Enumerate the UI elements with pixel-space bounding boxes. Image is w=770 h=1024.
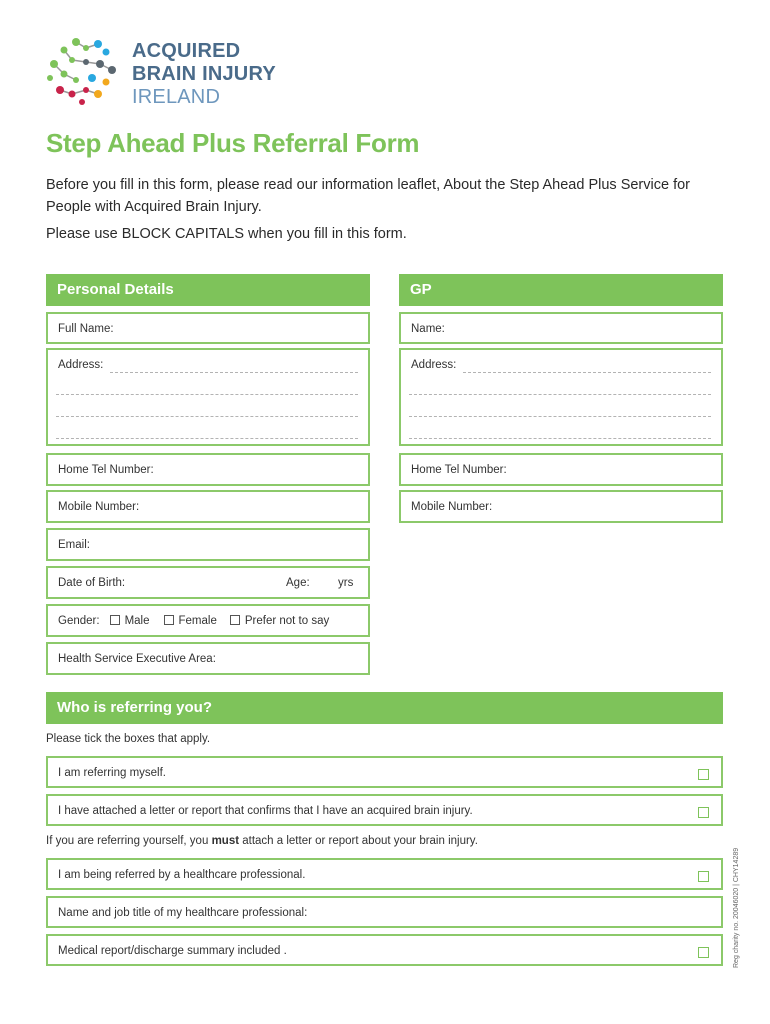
hse-area-field[interactable] [46, 642, 370, 675]
attached-letter-checkbox[interactable] [698, 807, 709, 818]
dob-age-field[interactable] [46, 566, 370, 599]
dob-label: Date of Birth: [58, 577, 126, 589]
mobile-field[interactable] [46, 490, 370, 523]
email-label: Email: [58, 539, 90, 551]
address-line [56, 394, 358, 395]
age-label: Age: [286, 577, 310, 589]
gp-name-label: Name: [411, 323, 445, 335]
address-line [409, 416, 711, 417]
note-text-end: attach a letter or report about your brain injury. [239, 835, 478, 847]
intro-text: Before you fill in this form, please read our information leaflet, About the Step Ahead Plus Service for People with Acquired Brain Injury. [46, 177, 690, 215]
gp-address-label: Address: [411, 359, 457, 371]
gp-mobile-field[interactable] [399, 490, 723, 523]
male-checkbox[interactable] [110, 615, 120, 625]
charity-registration: Reg charity no. 20046020 | CHY14289 [733, 847, 740, 968]
note-emphasis: must [211, 835, 240, 847]
gender-row [58, 615, 329, 627]
professional-name-field[interactable] [46, 896, 723, 928]
logo [42, 34, 282, 108]
home-tel-label: Home Tel Number: [58, 464, 154, 476]
home-tel-field[interactable] [46, 453, 370, 486]
male-label: Male [124, 615, 150, 627]
prefer-not-to-say-checkbox[interactable] [230, 615, 240, 625]
professional-referral-label: I am being referred by a healthcare professional. [58, 869, 306, 881]
self-referral-note [46, 835, 478, 847]
address-line [463, 372, 711, 373]
female-checkbox[interactable] [164, 615, 174, 625]
full-name-field[interactable] [46, 312, 370, 344]
professional-referral-checkbox[interactable] [698, 871, 709, 882]
personal-details-heading: Personal Details [46, 274, 370, 306]
page-title: Step Ahead Plus Referral Form [46, 128, 420, 158]
logo-line-3: IRELAND [132, 86, 221, 108]
logo-line-1: ACQUIRED [132, 40, 241, 62]
gender-field [46, 604, 370, 637]
gp-name-field[interactable] [399, 312, 723, 344]
professional-name-label: Name and job title of my healthcare professional: [58, 907, 308, 919]
instruction-text: Please use BLOCK CAPITALS when you fill in this form. [46, 226, 407, 242]
medical-report-label: Medical report/discharge summary included . [58, 945, 287, 957]
female-label: Female [178, 615, 217, 627]
prefer-not-to-say-label: Prefer not to say [244, 615, 330, 627]
referring-myself-row [46, 756, 723, 788]
gp-heading: GP [399, 274, 723, 306]
gp-home-tel-field[interactable] [399, 453, 723, 486]
address-line [110, 372, 358, 373]
note-text-start: If you are referring yourself, you [46, 835, 212, 847]
yrs-label: yrs [338, 577, 354, 589]
medical-report-row [46, 934, 723, 966]
referral-heading: Who is referring you? [46, 692, 723, 724]
referring-myself-checkbox[interactable] [698, 769, 709, 780]
logo-line-2: BRAIN INJURY [132, 63, 276, 85]
email-field[interactable] [46, 528, 370, 561]
address-line [409, 394, 711, 395]
hse-area-label: Health Service Executive Area: [58, 653, 216, 665]
gender-label: Gender: [58, 615, 100, 627]
attached-letter-row [46, 794, 723, 826]
medical-report-checkbox[interactable] [698, 947, 709, 958]
address-line [409, 438, 711, 439]
attached-letter-label: I have attached a letter or report that confirms that I have an acquired brain injury. [58, 805, 473, 817]
mobile-label: Mobile Number: [58, 501, 140, 513]
brain-network-icon [42, 34, 122, 108]
full-name-label: Full Name: [58, 323, 114, 335]
gp-home-tel-label: Home Tel Number: [411, 464, 507, 476]
address-field[interactable] [46, 348, 370, 446]
professional-referral-row [46, 858, 723, 890]
address-line [56, 438, 358, 439]
tick-note: Please tick the boxes that apply. [46, 733, 211, 745]
logo-wordmark [132, 40, 276, 109]
gp-address-field[interactable] [399, 348, 723, 446]
gp-mobile-label: Mobile Number: [411, 501, 493, 513]
address-line [56, 416, 358, 417]
address-label: Address: [58, 359, 104, 371]
referring-myself-label: I am referring myself. [58, 767, 166, 779]
